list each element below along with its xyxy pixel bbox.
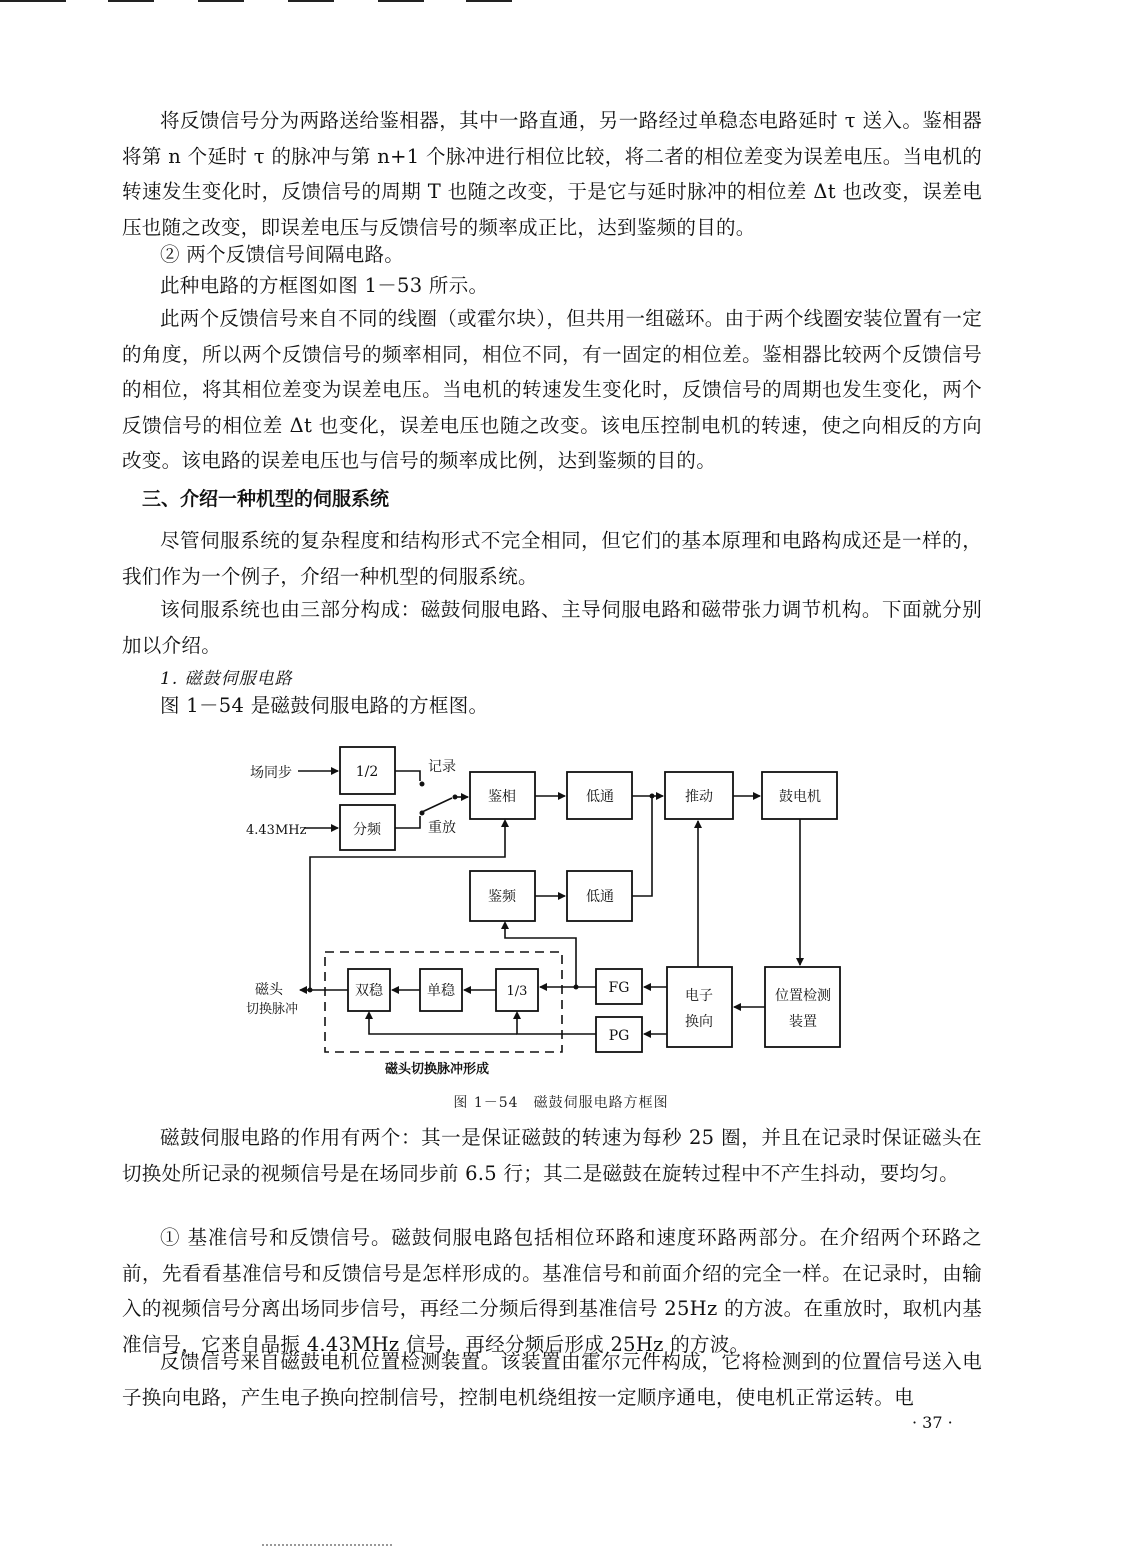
fg-label: FG [608,980,630,996]
paragraph-8: 磁鼓伺服电路的作用有两个：其一是保证磁鼓的转速为每秒 25 圈，并且在记录时保证磁头在切换处所记录的视频信号是在场同步前 6.5 行；其二是磁鼓在旋转过程中不产生抖动，要均匀。 [122,1126,982,1185]
paragraph-10: 反馈信号来自磁鼓电机位置检测装置。该装置由霍尔元件构成，它将检测到的位置信号送入电子换向电路，产生电子换向控制信号，控制电机绕组按一定顺序通电，使电机正常运转。电 [122,1350,982,1409]
section-heading: 三、介绍一种机型的伺服系统 [142,488,390,510]
divider-label: 分频 [353,822,381,838]
third-divider-label: 1/3 [506,984,528,999]
switch-common-contact [453,795,458,800]
top-scan-marks [0,0,1122,4]
head-switch-output-label-2: 切换脉冲 [246,1002,299,1017]
lowpass-2-label: 低通 [586,889,614,905]
position-detector-label-2: 装置 [789,1014,817,1030]
paragraph-1: 将反馈信号分为两路送给鉴相器，其中一路直通，另一路经过单稳态电路延时 τ 送入。鉴相器将第 n 个延时 τ 的脉冲与第 n+1 个脉冲进行相位比较，将二者的相位差变为误差电压。当电机的转速发生变化时，反馈信号的周期 T 也随之改变，于是它与延时脉冲的相位差 Δt 也改变，误差电压也随之改变，即误差电压与反馈信号的频率成正比，达到鉴频的目的。 [122,109,982,239]
switch-record-label: 记录 [428,759,456,775]
bistable-label: 双稳 [355,983,383,999]
head-switch-output-label-1: 磁头 [255,982,283,998]
osc-label: 4.43MHz [246,823,307,838]
switch-record-contact [420,782,425,787]
block-diagram [0,730,1122,1090]
paragraph-2: ② 两个反馈信号间隔电路。 [160,243,405,266]
paragraph-5: 尽管伺服系统的复杂程度和结构形式不完全相同，但它们的基本原理和电路构成还是一样的，我们作为一个例子，介绍一种机型的伺服系统。 [122,529,982,588]
position-detector-label-1: 位置检测 [775,988,831,1004]
figure-caption: 图 1－54 磁鼓伺服电路方框图 [453,1095,669,1111]
pg-label: PG [608,1028,630,1044]
page-number: · 37 · [912,1413,953,1432]
field-sync-label: 场同步 [250,765,292,781]
head-switch-group-label: 磁头切换脉冲形成 [385,1062,490,1077]
commutation-box [667,967,732,1047]
paragraph-7: 图 1－54 是磁鼓伺服电路的方框图。 [160,694,489,717]
paragraph-4: 此两个反馈信号来自不同的线圈（或霍尔块），但共用一组磁环。由于两个线圈安装位置有一定的角度，所以两个反馈信号的频率相同，相位不同，有一固定的相位差。鉴相器比较两个反馈信号的相位，将其相位差变为误差电压。当电机的转速发生变化时，反馈信号的周期也发生变化，两个反馈信号的相位差 Δt 也变化，误差电压也随之改变。该电压控制电机的转速，使之向相反的方向改变。该电路的误差电压也与信号的频率成比例，达到鉴频的目的。 [122,307,982,472]
commutation-label-2: 换向 [685,1014,713,1030]
drum-motor-label: 鼓电机 [779,789,821,805]
paragraph-9: ① 基准信号和反馈信号。磁鼓伺服电路包括相位环路和速度环路两部分。在介绍两个环路之前，先看看基准信号和反馈信号是怎样形成的。基准信号和前面介绍的完全一样。在记录时，由输入的视频信号分离出场同步信号，再经二分频后得到基准信号 25Hz 的方波。在重放时，取机内基准信号，它来自晶振 4.43MHz 信号，再经分频后形成 25Hz 的方波。 [122,1226,982,1356]
paragraph-6: 该伺服系统也由三部分构成：磁鼓伺服电路、主导伺服电路和磁带张力调节机构。下面就分别加以介绍。 [122,598,982,657]
phase-detector-label: 鉴相 [488,789,516,805]
lowpass-1-label: 低通 [586,789,614,805]
driver-label: 推动 [685,789,713,805]
position-detector-box [765,967,840,1047]
bottom-scan-noise [262,1544,392,1549]
subsection-title: 1. 磁鼓伺服电路 [160,669,293,689]
commutation-label-1: 电子 [685,988,713,1004]
switch-playback-label: 重放 [428,820,456,836]
freq-detector-label: 鉴频 [488,889,516,905]
monostable-label: 单稳 [427,983,455,999]
paragraph-3: 此种电路的方框图如图 1－53 所示。 [160,274,489,297]
half-divider-label: 1/2 [355,764,379,780]
